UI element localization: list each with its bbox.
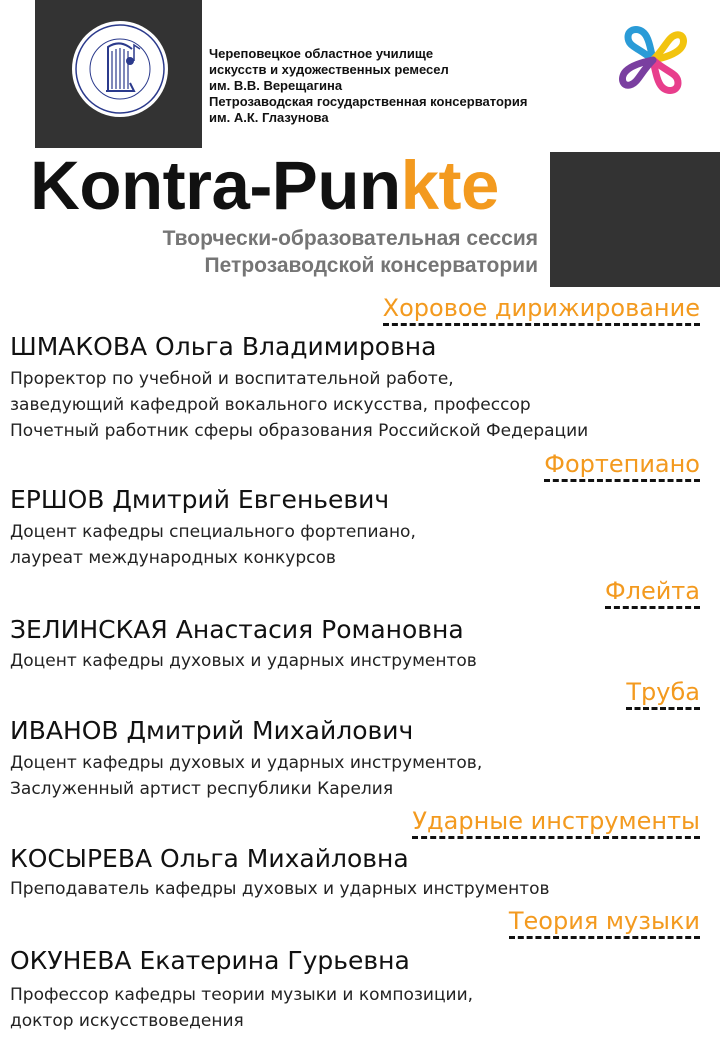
institution-line: им. А.К. Глазунова — [209, 110, 329, 125]
discipline-heading: Хоровое дирижирование — [383, 293, 700, 326]
person-description: Заслуженный артист республики Карелия — [10, 779, 394, 799]
person-name: ИВАНОВ Дмитрий Михайлович — [10, 716, 414, 745]
discipline-heading: Труба — [626, 677, 700, 710]
four-loop-knot-logo-icon — [618, 25, 688, 95]
subtitle-line: Петрозаводской консерватории — [204, 254, 538, 277]
person-description: доктор искусствоведения — [10, 1011, 244, 1031]
person-name: ЗЕЛИНСКАЯ Анастасия Романовна — [10, 615, 464, 644]
institution-line: Череповецкое областное училище — [209, 46, 434, 61]
person-description: лауреат международных конкурсов — [10, 548, 336, 568]
discipline-heading: Теория музыки — [509, 906, 700, 939]
event-title-accent: kte — [400, 147, 499, 224]
event-title-main: Kontra-Pun — [30, 147, 401, 224]
subtitle-line: Творчески-образовательная сессия — [162, 227, 538, 250]
institution-line: им. В.В. Верещагина — [209, 78, 343, 93]
event-title — [30, 145, 499, 227]
person-name: ЕРШОВ Дмитрий Евгеньевич — [10, 485, 390, 514]
discipline-heading: Флейта — [605, 576, 700, 609]
person-name: ОКУНЕВА Екатерина Гурьевна — [10, 946, 410, 975]
person-description: Проректор по учебной и воспитательной работе, — [10, 369, 454, 389]
person-description: Доцент кафедры духовых и ударных инструментов, — [10, 753, 483, 773]
person-name: ШМАКОВА Ольга Владимировна — [10, 332, 437, 361]
discipline-heading: Ударные инструменты — [412, 806, 700, 839]
institution-line: искусств и художественных ремесел — [209, 62, 449, 77]
person-name: КОСЫРЕВА Ольга Михайловна — [10, 844, 409, 873]
event-subtitle — [163, 225, 538, 279]
seal-logo-panel — [35, 0, 202, 148]
conservatory-seal-icon — [72, 21, 168, 117]
person-description: Доцент кафедры духовых и ударных инструментов — [10, 651, 477, 671]
title-accent-panel — [550, 152, 720, 287]
person-description: Доцент кафедры специального фортепиано, — [10, 522, 416, 542]
institutions-block — [209, 46, 527, 126]
person-description: заведующий кафедрой вокального искусства, профессор — [10, 395, 531, 415]
institution-line: Петрозаводская государственная консерватория — [209, 94, 528, 109]
person-description: Профессор кафедры теории музыки и композиции, — [10, 985, 474, 1005]
person-description: Преподаватель кафедры духовых и ударных инструментов — [10, 879, 550, 899]
person-description: Почетный работник сферы образования Российской Федерации — [10, 421, 589, 441]
discipline-heading: Фортепиано — [544, 449, 700, 482]
